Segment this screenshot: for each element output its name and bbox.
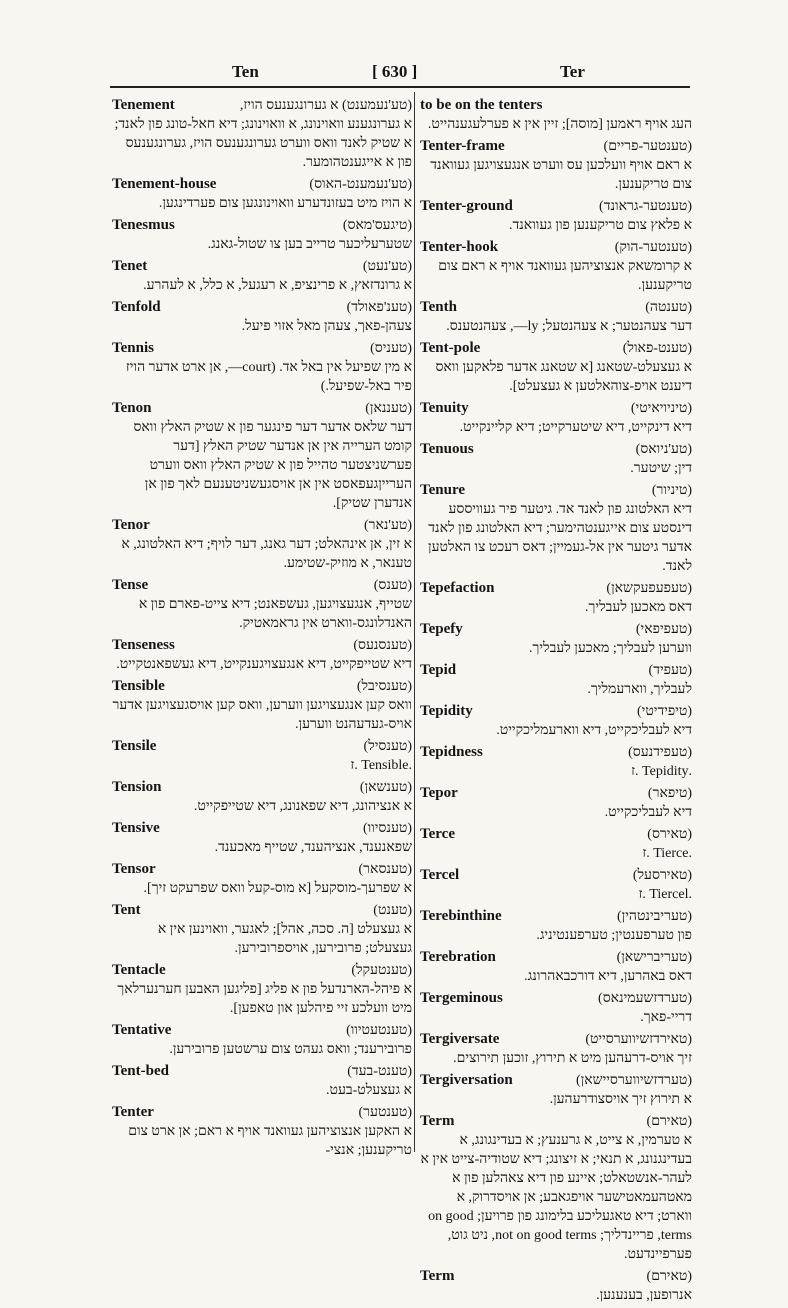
entry — [112, 737, 412, 775]
headword: Tergeminous — [420, 990, 503, 1006]
entry — [420, 948, 692, 986]
entry — [420, 743, 692, 781]
headword: Tercel — [420, 867, 460, 883]
definition: א טערמין, א צייט, א גרענעץ; א בעדינגונג, א בעדינגנונג, א תנאי; א זיצונג; דיא שטודיה-צייט אין א לעהר-אנשטאלט; איינע פון דיא צאהלען פון א מאטהעמאטישער אויפגאבע; אן אויסדרוק, א ווארט; דיא טאגעליכע בלימונג פון פרויען; on good terms, פריינדליך; not on good terms, ניט גוט, פערפיינדעט. — [420, 1133, 692, 1262]
headword: Tenure — [420, 482, 466, 498]
pronunciation: (טע'נעמענט-האוס) — [309, 177, 412, 192]
headword: Tenter-frame — [420, 138, 505, 154]
headword: to be on the tenters — [420, 97, 543, 113]
headword: Term — [420, 1113, 455, 1129]
headword: Tentacle — [112, 962, 166, 978]
definition: .Tepidity .ז — [631, 764, 692, 779]
definition: א תירוץ זיך אויסצודרעהען. — [549, 1092, 692, 1107]
headword: Terce — [420, 826, 455, 842]
pronunciation: (טענ'פאולד) — [346, 300, 412, 315]
entry — [112, 576, 412, 633]
definition: א געצעלט-שטאנג [א שטאנג אדער פלאקען וואס דיענט אויפ-צוהאלטען א געצעלט]. — [435, 360, 692, 394]
entry — [420, 702, 692, 740]
definition: .Tierce .ז — [642, 846, 692, 861]
entry — [420, 1112, 692, 1264]
definition: לעבליך, ווארעמליך. — [587, 682, 692, 697]
pronunciation: (טענטער-גראונד) — [599, 199, 692, 214]
definition: .Tiercel .ז — [638, 887, 692, 902]
entry — [420, 620, 692, 658]
definition: .Tensible .ז — [350, 758, 412, 773]
pronunciation: (טאירדזשיווערסייט) — [585, 1032, 692, 1047]
column-divider — [414, 92, 415, 1152]
headword: Tepor — [420, 785, 458, 801]
entry — [420, 137, 692, 194]
entry — [112, 860, 412, 898]
definition: דריי-פאך. — [640, 1010, 692, 1025]
pronunciation: (טעפעפעקשאן) — [606, 581, 692, 596]
entry — [112, 1103, 412, 1160]
pronunciation: (טענסיל) — [363, 739, 412, 754]
left-guide-word: Ten — [232, 62, 259, 81]
headword: Tennis — [112, 340, 154, 356]
definition: דאס מאכען לעבליך. — [585, 600, 692, 615]
pronunciation: (טענט) — [373, 903, 412, 918]
pronunciation: (טע'נאר) — [363, 518, 412, 533]
headword: Tensor — [112, 861, 156, 877]
headword: Tenfold — [112, 299, 161, 315]
headword: Tenth — [420, 299, 457, 315]
entry — [112, 339, 412, 396]
pronunciation: (טעניס) — [370, 341, 412, 356]
entry — [112, 901, 412, 958]
headword: Terebinthine — [420, 908, 502, 924]
headword: Tenement-house — [112, 176, 217, 192]
entry — [112, 399, 412, 513]
definition: א מין שפיעל אין באל אד. (court—, אן ארט אדער הויז פיר באל-שפיעל.) — [125, 360, 412, 394]
definition: אנרופען, בענענען. — [596, 1288, 692, 1303]
entry — [112, 819, 412, 857]
definition: א געצעלט [ה. סכה, אהל]; לאגער, וואוינען אין א געצעלט; פרובירען, אויספרובירען. — [157, 922, 412, 956]
pronunciation: (טע'נעמענט) א גערונגענעס הויז, — [239, 98, 412, 113]
pronunciation: (טענטעטיוו) — [346, 1023, 412, 1038]
entry — [112, 175, 412, 213]
pronunciation: (טעריבינטהין) — [617, 909, 692, 924]
pronunciation: (טענשאן) — [359, 780, 412, 795]
definition: שפאנענד, אנציהענד, שטייף מאכענד. — [214, 840, 412, 855]
left-column — [112, 96, 412, 1163]
definition: דער שלאס אדער דער פינגער פון א שטיק האלץ וואס קומט הערייה אין אן אנדער שטיק האלץ [דער פערשניצטער טהייל פון א שטיק האלץ וואס ווערט הערייןגעפאסט אין אן אויסגעשניטענעם לאך פון אן אנדערן שטיק]. — [133, 420, 412, 511]
pronunciation: (טערדזשעמינאס) — [598, 991, 692, 1006]
pronunciation: (טיפאר) — [647, 786, 692, 801]
entry — [112, 1062, 412, 1100]
entry — [420, 238, 692, 295]
pronunciation: (טענטעקל) — [351, 963, 412, 978]
definition: פון טערפענטין; טערפענטיניג. — [536, 928, 692, 943]
headword: Tentative — [112, 1022, 172, 1038]
definition: שטייף, אנגעצויגען, געשפאנט; דיא צייט-פארם פון א האנדלונגס-ווארט אין גראמאטיק. — [138, 597, 412, 631]
entry — [420, 298, 692, 336]
right-guide-word: Ter — [560, 62, 585, 81]
definition: דיא דינקייט, דיא שיטערקייט; דיא קליינקייט. — [459, 420, 692, 435]
headword: Tenuity — [420, 400, 469, 416]
pronunciation: (טענסיוו) — [362, 821, 412, 836]
headword: Tensive — [112, 820, 160, 836]
headword: Tenon — [112, 400, 152, 416]
entry — [420, 440, 692, 478]
definition: א שפרעך-מוסקעל [א מוס-קעל וואס שפרעקט זיך]. — [143, 881, 412, 896]
entry — [420, 1030, 692, 1068]
headword: Tensible — [112, 678, 165, 694]
definition: א אנציהונג, דיא שפאנונג, דיא שטייפקייט. — [193, 799, 412, 814]
entry — [420, 96, 692, 134]
definition: דיא לעבליכקייט, דיא ווארעמליכקייט. — [496, 723, 692, 738]
entry — [420, 661, 692, 699]
pronunciation: (טיניור) — [651, 483, 692, 498]
right-column — [420, 96, 692, 1308]
entry — [420, 1071, 692, 1109]
entry — [112, 216, 412, 254]
definition: א געצעלט-בעט. — [326, 1083, 412, 1098]
entry — [112, 1021, 412, 1059]
pronunciation: (טענטער-הוק) — [614, 240, 692, 255]
entry — [420, 907, 692, 945]
definition: א זין, אן אינהאלט; דער גאנג, דער לויף; דיא האלטונג, א טענאר, א מוזיק-שטימע. — [121, 537, 412, 571]
headword: Tent — [112, 902, 141, 918]
definition: דאס באהרען, דיא דורכבאהרונג. — [524, 969, 692, 984]
pronunciation: (טאירס) — [647, 827, 692, 842]
entry — [420, 866, 692, 904]
pronunciation: (טענסאר) — [358, 862, 412, 877]
pronunciation: (טענס) — [373, 578, 412, 593]
entry — [112, 516, 412, 573]
definition: א גרונדזאץ, א פרינציפ, א רעגעל, א כלל, א לעהרע. — [143, 278, 412, 293]
definition: העג אויף ראמען [מוסה]; זיין אין א פערלעגענהייט. — [427, 117, 692, 132]
definition: ווערען לעבליך; מאכען לעבליך. — [528, 641, 692, 656]
headword: Tenter-ground — [420, 198, 513, 214]
headword: Tenter — [112, 1104, 154, 1120]
pronunciation: (טאירסעל) — [632, 868, 692, 883]
headword: Tenor — [112, 517, 150, 533]
pronunciation: (טערדזשיווערסיישאן) — [576, 1073, 692, 1088]
pronunciation: (טענטה) — [645, 300, 692, 315]
pronunciation: (טאירם) — [646, 1114, 692, 1129]
headword: Tepidity — [420, 703, 473, 719]
entry — [420, 481, 692, 576]
headword: Terebration — [420, 949, 496, 965]
definition: א גערונגענע וואוינונג, א וואוינונג; דיא חאל-טונג פון לאנד; א שטיק לאנד וואס ווערט גערונגענעס הויז, גערונגענעס פון א אייגענטהומער. — [114, 117, 412, 170]
entry — [420, 399, 692, 437]
headword: Tergiversate — [420, 1031, 500, 1047]
headword: Tent-bed — [112, 1063, 169, 1079]
pronunciation: (טאירם) — [646, 1269, 692, 1284]
entry — [112, 778, 412, 816]
definition: וואס קען אנגעצויגען ווערען, וואס קען אויסגעצויגען אדער אויס-געדעהנט ווערען. — [112, 698, 412, 732]
pronunciation: (טעפיד) — [648, 663, 692, 678]
entry — [420, 197, 692, 235]
entry — [112, 961, 412, 1018]
headword: Tensile — [112, 738, 157, 754]
definition: דיא האלטונג פון לאנד אד. גיטער פיר געוויססע דינסטע צום אייגענטהימער; דיא האלטונג פון לאנד אדער גיטער אין אל-געמיין; דאס רעכט צו האלטען לאנד. — [428, 502, 692, 574]
headword: Tenesmus — [112, 217, 175, 233]
entry — [420, 1267, 692, 1305]
pronunciation: (טענטער) — [358, 1105, 412, 1120]
entry — [420, 579, 692, 617]
entry — [420, 825, 692, 863]
definition: א פיהל-הארנדעל פון א פליג [פליגען האבען חערנערלאך מיט וועלכע זיי פיהלען און טאפען]. — [117, 982, 412, 1016]
headword: Tension — [112, 779, 162, 795]
entry — [420, 989, 692, 1027]
definition: דער צעהנטער; א צעהנטעל; ly—, צעהנטענס. — [446, 319, 692, 334]
definition: זיך אויס-דרעהען מיט א תירוץ, זוכען תירוצים. — [453, 1051, 692, 1066]
headword: Tepidness — [420, 744, 483, 760]
entry — [112, 677, 412, 734]
definition: א פלאץ צום טריקענען פון געוואנד. — [509, 218, 692, 233]
headword: Term — [420, 1268, 455, 1284]
header-rule — [110, 86, 690, 88]
definition: דין; שיטער. — [630, 461, 692, 476]
entry — [112, 96, 412, 172]
pronunciation: (טע'ניואס) — [635, 442, 692, 457]
definition: שטערעליכער טרייב בען צו שטול-גאנג. — [207, 237, 412, 252]
entry — [420, 339, 692, 396]
entry — [112, 636, 412, 674]
headword: Tenement — [112, 97, 175, 113]
pronunciation: (טענסיבל) — [356, 679, 412, 694]
headword: Tepid — [420, 662, 457, 678]
headword: Tenuous — [420, 441, 474, 457]
pronunciation: (טענט-בעד) — [347, 1064, 412, 1079]
definition: דיא לעבליכקייט. — [604, 805, 692, 820]
headword: Tenter-hook — [420, 239, 499, 255]
pronunciation: (טיניויאיטי) — [630, 401, 692, 416]
headword: Tense — [112, 577, 149, 593]
pronunciation: (טעפידנעס) — [628, 745, 692, 760]
definition: א הויז מיט בעזונדערע וואוינונגען צום פערדינגען. — [158, 196, 412, 211]
entry — [112, 298, 412, 336]
definition: א ראם אויף וועלכען עס ווערט אנגעצויגען געוואנד צום טריקענען. — [430, 158, 692, 192]
headword: Tepefaction — [420, 580, 495, 596]
headword: Tergiversation — [420, 1072, 513, 1088]
definition: צעהן-פאך, צעהן מאל אזוי פיעל. — [241, 319, 412, 334]
headword: Tent-pole — [420, 340, 481, 356]
headword: Tepefy — [420, 621, 463, 637]
definition: א קרומשאק אנצוציהען געוואנד אויף א ראם צום טריקענען. — [438, 259, 692, 293]
pronunciation: (טענט-פאול) — [622, 341, 692, 356]
page-number: [ 630 ] — [372, 62, 418, 81]
definition: א האקען אנצוציהען געוואנד אויף א ראם; אן ארט צום טריקענען; אנצי- — [128, 1124, 412, 1158]
pronunciation: (טעפיפאי) — [635, 622, 692, 637]
pronunciation: (טיפידיטי) — [637, 704, 692, 719]
headword: Tenet — [112, 258, 148, 274]
pronunciation: (טיגעס'מאס) — [342, 218, 412, 233]
definition: דיא שטייפקייט, דיא אנגעצויגענקייט, דיא געשפאנטקייט. — [116, 657, 412, 672]
pronunciation: (טעריברישאן) — [616, 950, 692, 965]
pronunciation: (טעננאן) — [365, 401, 412, 416]
entry — [112, 257, 412, 295]
pronunciation: (טענטער-פריים) — [603, 139, 692, 154]
pronunciation: (טענסנעס) — [353, 638, 412, 653]
running-header — [110, 60, 690, 86]
definition: פרובירענד; וואס געהט צום ערשטען פרובירען. — [169, 1042, 412, 1057]
pronunciation: (טע'נעט) — [362, 259, 412, 274]
headword: Tenseness — [112, 637, 175, 653]
entry — [420, 784, 692, 822]
